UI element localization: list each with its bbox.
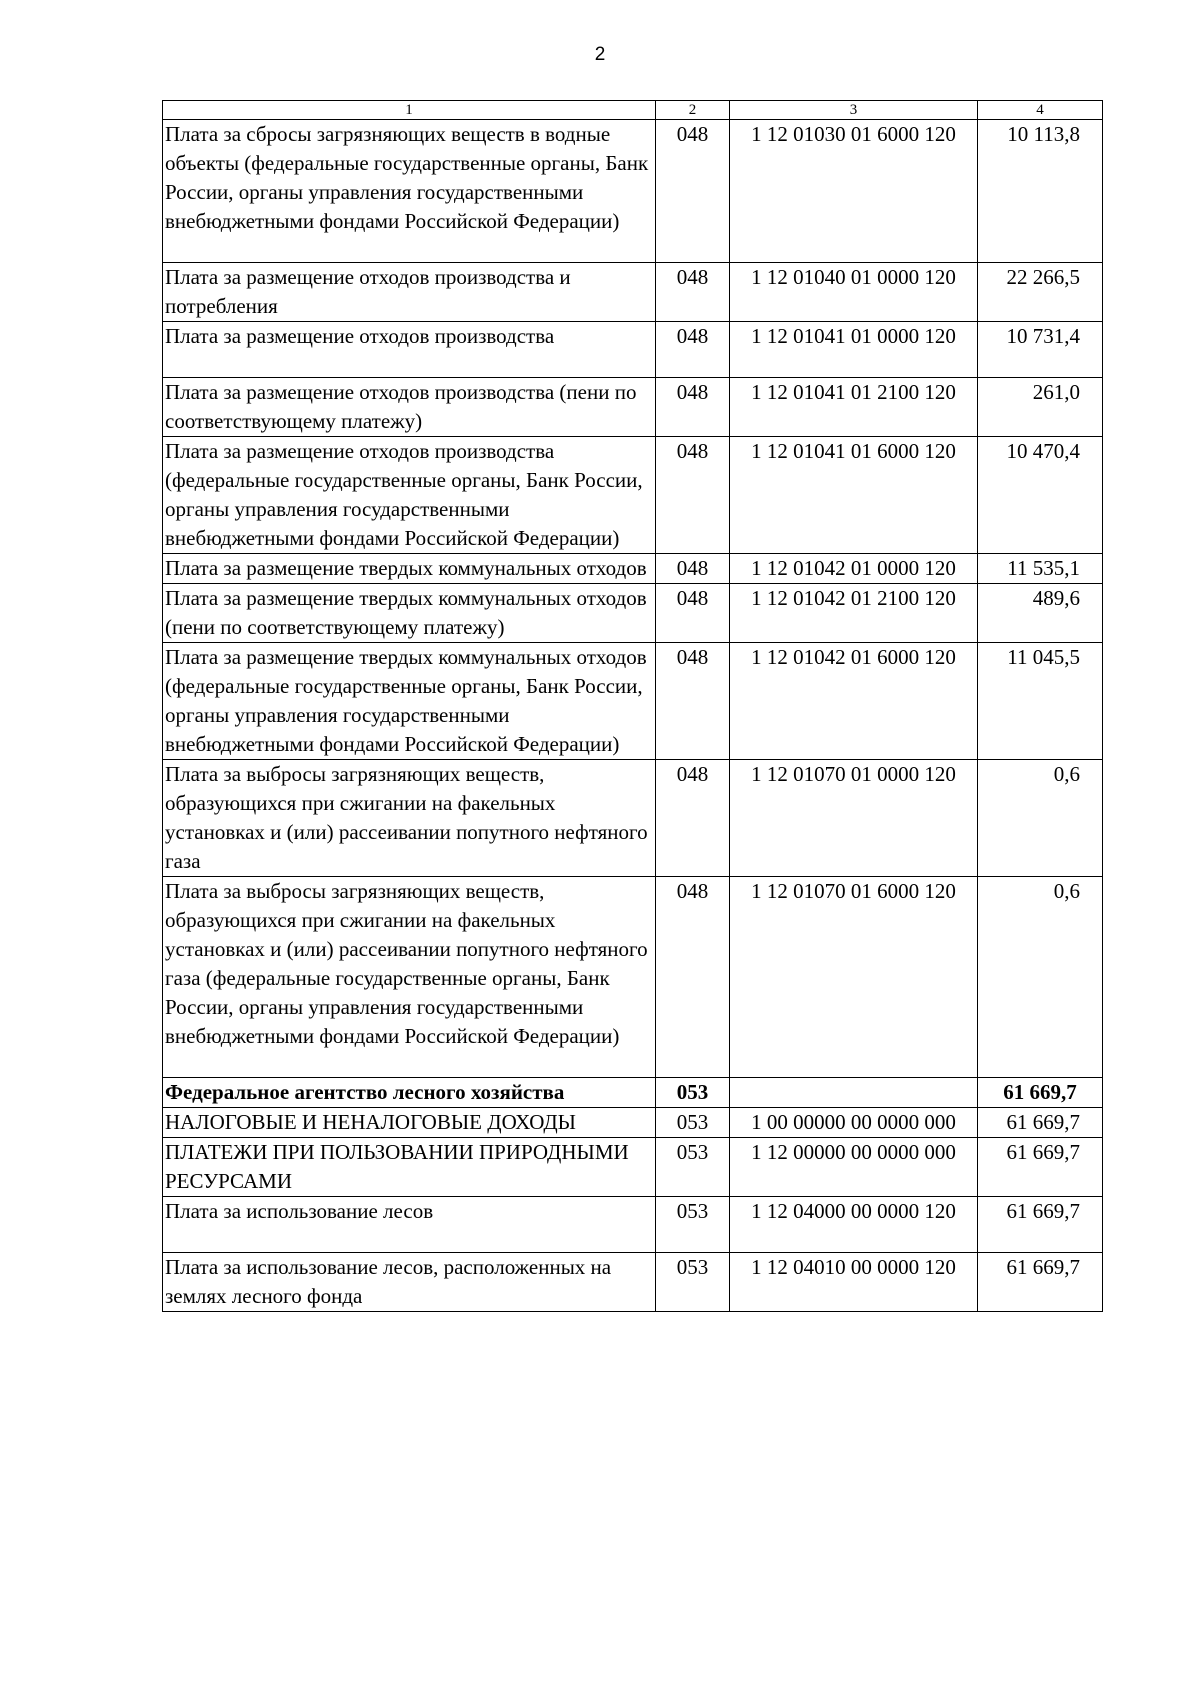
cell-budget-code: 1 12 01041 01 6000 120 <box>730 437 978 554</box>
cell-name: Плата за размещение отходов производства (пени по соответствующему платежу) <box>163 378 656 437</box>
cell-budget-code: 1 12 00000 00 0000 000 <box>730 1138 978 1197</box>
cell-budget-code: 1 12 04000 00 0000 120 <box>730 1197 978 1253</box>
table-row <box>163 120 1103 263</box>
cell-name: ПЛАТЕЖИ ПРИ ПОЛЬЗОВАНИИ ПРИРОДНЫМИ РЕСУРСАМИ <box>163 1138 656 1197</box>
cell-amount: 22 266,5 <box>978 263 1103 322</box>
column-header-amount: 4 <box>978 101 1103 120</box>
cell-budget-code: 1 12 01070 01 0000 120 <box>730 760 978 877</box>
column-header-name: 1 <box>163 101 656 120</box>
table-row <box>163 1108 1103 1138</box>
cell-admin-code: 048 <box>656 263 730 322</box>
cell-admin-code: 048 <box>656 378 730 437</box>
cell-amount: 61 669,7 <box>978 1138 1103 1197</box>
table-body <box>163 120 1103 1312</box>
table-row <box>163 643 1103 760</box>
cell-name: Плата за сбросы загрязняющих веществ в водные объекты (федеральные государственные органы, Банк России, органы управления государственными внебюджетными фондами Российской Федерации) <box>163 120 656 263</box>
table-header-row <box>163 101 1103 120</box>
cell-name: Плата за размещение отходов производства (федеральные государственные органы, Банк России, органы управления государственными внебюджетными фондами Российской Федерации) <box>163 437 656 554</box>
cell-name: Плата за использование лесов <box>163 1197 656 1253</box>
cell-admin-code: 053 <box>656 1253 730 1312</box>
cell-name: Плата за размещение твердых коммунальных отходов <box>163 554 656 584</box>
table-row <box>163 437 1103 554</box>
cell-budget-code: 1 00 00000 00 0000 000 <box>730 1108 978 1138</box>
table-row <box>163 1078 1103 1108</box>
table-row <box>163 1197 1103 1253</box>
cell-name: Плата за использование лесов, расположенных на землях лесного фонда <box>163 1253 656 1312</box>
cell-amount: 61 669,7 <box>978 1253 1103 1312</box>
cell-amount: 61 669,7 <box>978 1197 1103 1253</box>
cell-name: Плата за размещение отходов производства <box>163 322 656 378</box>
cell-amount: 61 669,7 <box>978 1078 1103 1108</box>
cell-admin-code: 048 <box>656 322 730 378</box>
cell-budget-code: 1 12 01040 01 0000 120 <box>730 263 978 322</box>
cell-budget-code: 1 12 01041 01 2100 120 <box>730 378 978 437</box>
cell-amount: 10 113,8 <box>978 120 1103 263</box>
cell-name: НАЛОГОВЫЕ И НЕНАЛОГОВЫЕ ДОХОДЫ <box>163 1108 656 1138</box>
cell-admin-code: 048 <box>656 760 730 877</box>
table-row <box>163 378 1103 437</box>
table-row <box>163 584 1103 643</box>
cell-amount: 489,6 <box>978 584 1103 643</box>
table-row <box>163 877 1103 1078</box>
cell-amount: 261,0 <box>978 378 1103 437</box>
page-number: 2 <box>594 44 606 65</box>
cell-amount: 0,6 <box>978 760 1103 877</box>
cell-admin-code: 048 <box>656 643 730 760</box>
cell-budget-code: 1 12 01030 01 6000 120 <box>730 120 978 263</box>
table-row <box>163 760 1103 877</box>
cell-budget-code <box>730 1078 978 1108</box>
cell-name: Плата за размещение твердых коммунальных отходов (федеральные государственные органы, Банк России, органы управления государственными внебюджетными фондами Российской Федерации) <box>163 643 656 760</box>
table-row <box>163 1253 1103 1312</box>
cell-admin-code: 053 <box>656 1197 730 1253</box>
table-row <box>163 1138 1103 1197</box>
cell-admin-code: 053 <box>656 1138 730 1197</box>
cell-admin-code: 048 <box>656 437 730 554</box>
cell-admin-code: 053 <box>656 1108 730 1138</box>
cell-amount: 61 669,7 <box>978 1108 1103 1138</box>
column-header-admin: 2 <box>656 101 730 120</box>
cell-budget-code: 1 12 01042 01 2100 120 <box>730 584 978 643</box>
cell-name: Плата за выбросы загрязняющих веществ, образующихся при сжигании на факельных установках и (или) рассеивании попутного нефтяного газа (федеральные государственные органы, Банк России, органы управления государственными внебюджетными фондами Российской Федерации) <box>163 877 656 1078</box>
cell-admin-code: 048 <box>656 554 730 584</box>
cell-name: Плата за размещение твердых коммунальных отходов (пени по соответствующему платежу) <box>163 584 656 643</box>
cell-admin-code: 048 <box>656 877 730 1078</box>
cell-budget-code: 1 12 01042 01 0000 120 <box>730 554 978 584</box>
cell-budget-code: 1 12 01041 01 0000 120 <box>730 322 978 378</box>
cell-budget-code: 1 12 01070 01 6000 120 <box>730 877 978 1078</box>
cell-amount: 10 470,4 <box>978 437 1103 554</box>
column-header-code: 3 <box>730 101 978 120</box>
revenue-table <box>162 100 1103 1312</box>
cell-name: Плата за размещение отходов производства и потребления <box>163 263 656 322</box>
cell-budget-code: 1 12 01042 01 6000 120 <box>730 643 978 760</box>
cell-budget-code: 1 12 04010 00 0000 120 <box>730 1253 978 1312</box>
table-row <box>163 322 1103 378</box>
cell-amount: 11 535,1 <box>978 554 1103 584</box>
cell-amount: 10 731,4 <box>978 322 1103 378</box>
cell-amount: 0,6 <box>978 877 1103 1078</box>
cell-admin-code: 053 <box>656 1078 730 1108</box>
cell-admin-code: 048 <box>656 120 730 263</box>
cell-amount: 11 045,5 <box>978 643 1103 760</box>
cell-admin-code: 048 <box>656 584 730 643</box>
table-row <box>163 554 1103 584</box>
cell-name: Федеральное агентство лесного хозяйства <box>163 1078 656 1108</box>
cell-name: Плата за выбросы загрязняющих веществ, образующихся при сжигании на факельных установках и (или) рассеивании попутного нефтяного газа <box>163 760 656 877</box>
table-row <box>163 263 1103 322</box>
